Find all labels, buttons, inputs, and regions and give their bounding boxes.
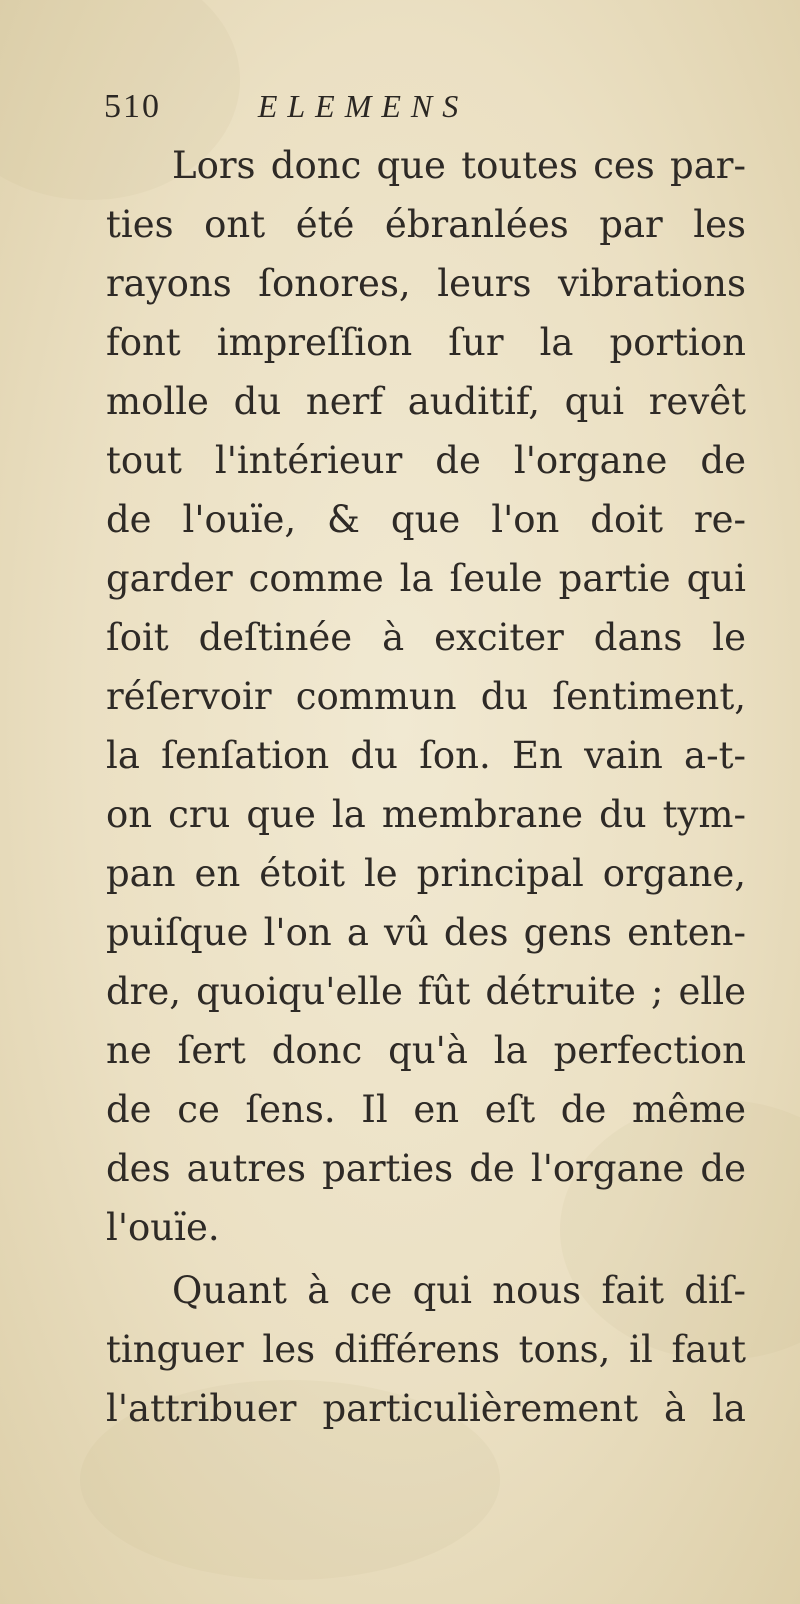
text-line: ſoit deſtinée à exciter dans le <box>106 616 746 659</box>
page-number: 510 <box>104 88 161 125</box>
text-line: de l'ouïe, & que l'on doit re- <box>106 498 746 541</box>
text-line: Lors donc que toutes ces par- <box>172 144 746 187</box>
text-line: ties ont été ébranlées par les <box>106 203 746 246</box>
text-line: la ſenſation du ſon. En vain a-t- <box>106 734 746 777</box>
text-line: l'attribuer particulièrement à la <box>106 1387 746 1430</box>
text-line: l'ouïe. <box>106 1206 220 1249</box>
text-line: tout l'intérieur de l'organe de <box>106 439 746 482</box>
body-text <box>106 136 746 1438</box>
text-line: rayons ſonores, leurs vibrations <box>106 262 746 305</box>
text-line: ne ſert donc qu'à la perfection <box>106 1029 746 1072</box>
text-line: font impreſſion ſur la portion <box>106 321 746 364</box>
text-line: tinguer les différens tons, il faut <box>106 1328 746 1371</box>
text-line: Quant à ce qui nous fait diſ- <box>172 1269 746 1312</box>
paragraph <box>106 136 746 1257</box>
text-line: réſervoir commun du ſentiment, <box>106 675 746 718</box>
text-line: de ce ſens. Il en eſt de même <box>106 1088 746 1131</box>
text-line: dre, quoiqu'elle fût détruite ; elle <box>106 970 746 1013</box>
running-title: ELEMENS <box>257 88 469 124</box>
paragraph <box>106 1261 746 1438</box>
text-line: molle du nerf auditif, qui revêt <box>106 380 746 423</box>
page-header <box>104 86 468 126</box>
text-line: on cru que la membrane du tym- <box>106 793 746 836</box>
text-line: pan en étoit le principal organe, <box>106 852 746 895</box>
text-line: des autres parties de l'organe de <box>106 1147 746 1190</box>
text-line: garder comme la ſeule partie qui <box>106 557 746 600</box>
text-line: puiſque l'on a vû des gens enten- <box>106 911 746 954</box>
